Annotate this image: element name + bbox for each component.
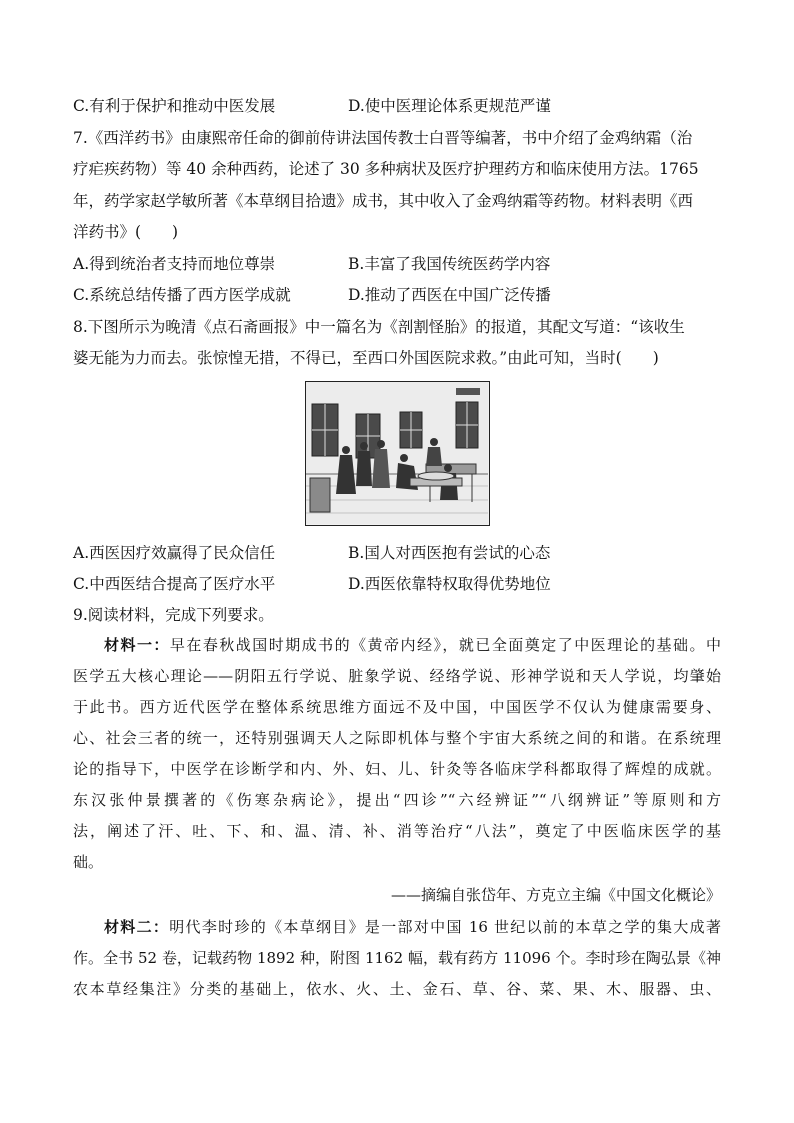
q7-stem-line: 洋药书》( ) <box>73 223 179 241</box>
q7-stem-line: 年，药学家赵学敏所著《本草纲目拾遗》成书，其中收入了金鸡纳霜等药物。材料表明《西 <box>73 192 694 210</box>
q9-stem: 9.阅读材料，完成下列要求。 <box>73 606 274 624</box>
material-1-line: 法，阐述了汗、吐、下、和、温、清、补、消等治疗“八法”，奠定了中医临床医学的基 <box>73 822 721 840</box>
material-1-source: ——摘编自张岱年、方克立主编《中国文化概论》 <box>390 886 721 904</box>
material-2-line: 农本草经集注》分类的基础上，依水、火、土、金石、草、谷、菜、果、木、服器、虫、 <box>73 980 721 998</box>
q8-stem-line: 8.下图所示为晚清《点石斋画报》中一篇名为《剖割怪胎》的报道，其配文写道：“该收生 <box>73 318 685 336</box>
material-1-label: 材料一： <box>104 636 170 654</box>
q8-option-b: B.国人对西医抱有尝试的心态 <box>348 544 551 562</box>
material-1-text: 早在春秋战国时期成书的《黄帝内经》，就已全面奠定了中医理论的基础。中 <box>169 636 721 654</box>
material-1-line: 础。 <box>73 853 104 871</box>
material-1-line: 于此书。西方近代医学在整体系统思维方面远不及中国，中国医学不仅认为健康需要身、 <box>73 698 721 716</box>
q8-option-a: A.西医因疗效赢得了民众信任 <box>73 544 276 562</box>
material-1-line: 医学五大核心理论——阴阳五行学说、脏象学说、经络学说、形神学说和天人学说，均肇始 <box>73 667 721 685</box>
q7-option-d: D.推动了西医在中国广泛传播 <box>348 286 551 304</box>
q7-stem-line: 7.《西洋药书》由康熙帝任命的御前侍讲法国传教士白晋等编著，书中介绍了金鸡纳霜（治 <box>73 129 693 147</box>
q7-option-a: A.得到统治者支持而地位尊崇 <box>73 255 276 273</box>
q8-option-d: D.西医依靠特权取得优势地位 <box>348 575 551 593</box>
q7-stem-line: 疗疟疾药物）等 40 余种西药，论述了 30 多种病状及医疗护理药方和临床使用方法。1765 <box>73 160 699 178</box>
dianshizhai-illustration <box>305 381 490 526</box>
material-1-line: 论的指导下，中医学在诊断学和内、外、妇、儿、针灸等各临床学科都取得了辉煌的成就。 <box>73 760 721 778</box>
q8-option-c: C.中西医结合提高了医疗水平 <box>73 575 276 593</box>
material-1-line: 心、社会三者的统一，还特别强调天人之际即机体与整个宇宙大系统之间的和谐。在系统理 <box>73 729 721 747</box>
material-2-label: 材料二： <box>104 918 170 936</box>
illustration-drawing <box>306 382 488 524</box>
material-2-text: 明代李时珍的《本草纲目》是一部对中国 16 世纪以前的本草之学的集大成著 <box>169 918 721 936</box>
material-2-line: 作。全书 52 卷，记载药物 1892 种，附图 1162 幅，载有药方 11096 个。李时珍在陶弘景《神 <box>73 949 721 967</box>
q7-option-b: B.丰富了我国传统医药学内容 <box>348 255 551 273</box>
q6-option-c: C.有利于保护和推动中医发展 <box>73 97 276 115</box>
material-2-line <box>73 912 721 943</box>
material-1-line <box>73 630 721 661</box>
q6-option-d: D.使中医理论体系更规范严谨 <box>348 97 551 115</box>
q7-option-c: C.系统总结传播了西方医学成就 <box>73 286 291 304</box>
q8-stem-line: 婆无能为力而去。张惊惶无措，不得已，至西口外国医院求救。”由此可知，当时( ) <box>73 349 659 367</box>
material-1-line: 东汉张仲景撰著的《伤寒杂病论》，提出“四诊”“六经辨证”“八纲辨证”等原则和方 <box>73 791 721 809</box>
